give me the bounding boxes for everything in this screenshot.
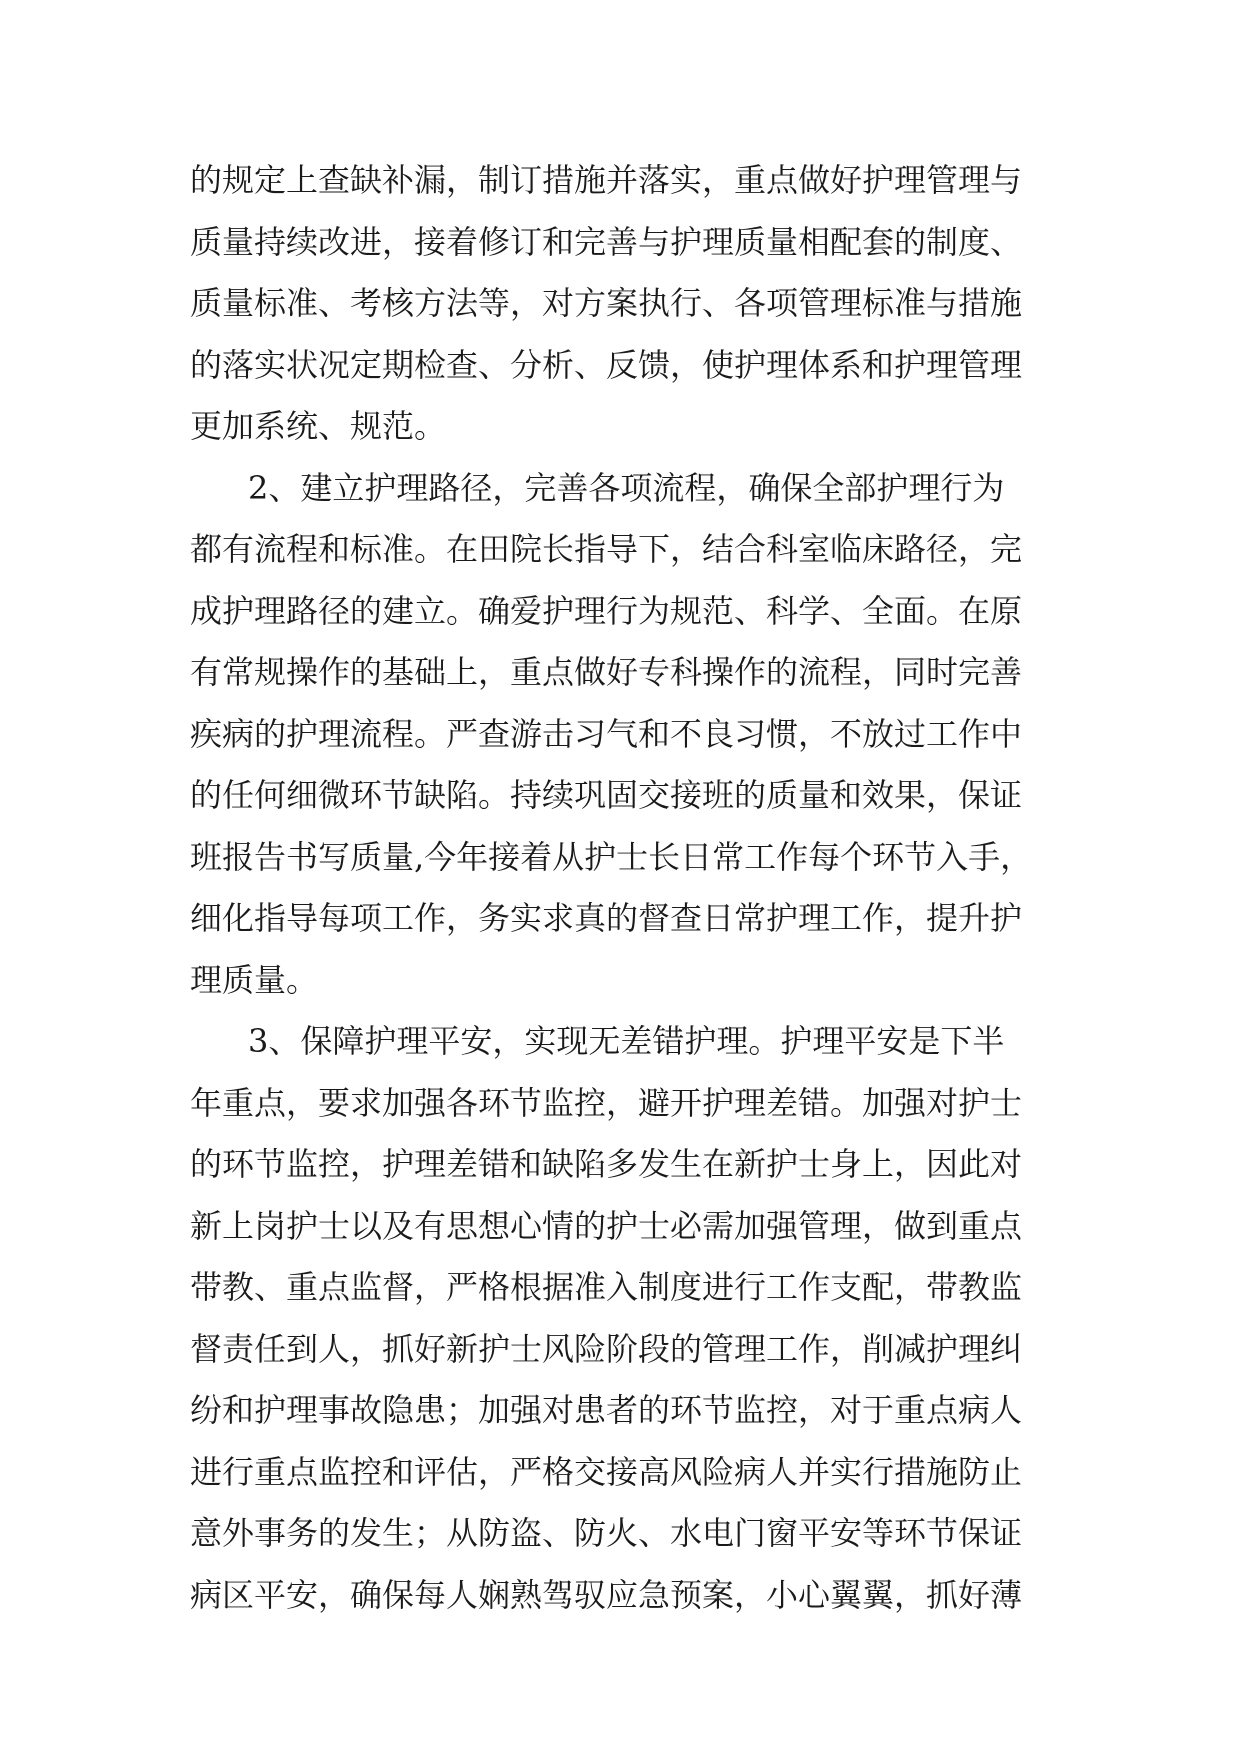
text-line: 有常规操作的基础上，重点做好专科操作的流程，同时完善	[190, 653, 1023, 691]
body-text	[190, 160, 1090, 1636]
paragraph-2-heading-line: 2、建立护理路径，完善各项流程，确保全部护理行为	[248, 468, 1005, 507]
text-line: 带教、重点监督，严格根据准入制度进行工作支配，带教监	[190, 1268, 1023, 1306]
text-line: 更加系统、规范。	[190, 407, 447, 445]
text-line: 细化指导每项工作，务实求真的督查日常护理工作，提升护	[190, 899, 1023, 937]
text-line: 疾病的护理流程。严查游击习气和不良习惯，不放过工作中	[190, 714, 1023, 753]
text-line: 质量标准、考核方法等，对方案执行、各项管理标准与措施	[190, 284, 1023, 322]
text-line: 的规定上查缺补漏，制订措施并落实，重点做好护理管理与	[190, 161, 1023, 199]
text-line: 的任何细微环节缺陷。持续巩固交接班的质量和效果，保证	[190, 776, 1023, 814]
text-line: 病区平安，确保每人娴熟驾驭应急预案，小心翼翼，抓好薄	[190, 1575, 1023, 1614]
text-line: 的落实状况定期检查、分析、反馈，使护理体系和护理管理	[190, 345, 1023, 384]
text-line: 新上岗护士以及有思想心情的护士必需加强管理，做到重点	[190, 1206, 1023, 1245]
text-line: 进行重点监控和评估，严格交接高风险病人并实行措施防止	[190, 1452, 1023, 1491]
text-line: 成护理路径的建立。确爱护理行为规范、科学、全面。在原	[190, 591, 1023, 630]
text-line: 的环节监控，护理差错和缺陷多发生在新护士身上，因此对	[190, 1145, 1023, 1183]
paragraph-3-heading-line: 3、保障护理平安，实现无差错护理。护理平安是下半	[248, 1022, 1005, 1060]
text-line: 班报告书写质量,今年接着从护士长日常工作每个环节入手，	[190, 837, 1033, 876]
text-line: 质量持续改进，接着修订和完善与护理质量相配套的制度、	[190, 222, 1023, 261]
text-line: 理质量。	[190, 960, 319, 999]
text-line: 意外事务的发生；从防盗、防火、水电门窗平安等环节保证	[190, 1514, 1023, 1552]
text-line: 纷和护理事故隐患；加强对患者的环节监控，对于重点病人	[190, 1391, 1023, 1429]
text-line: 年重点，要求加强各环节监控，避开护理差错。加强对护士	[190, 1083, 1023, 1122]
text-line: 都有流程和标准。在田院长指导下，结合科室临床路径，完	[190, 530, 1023, 568]
text-line: 督责任到人，抓好新护士风险阶段的管理工作，削减护理纠	[190, 1329, 1023, 1368]
